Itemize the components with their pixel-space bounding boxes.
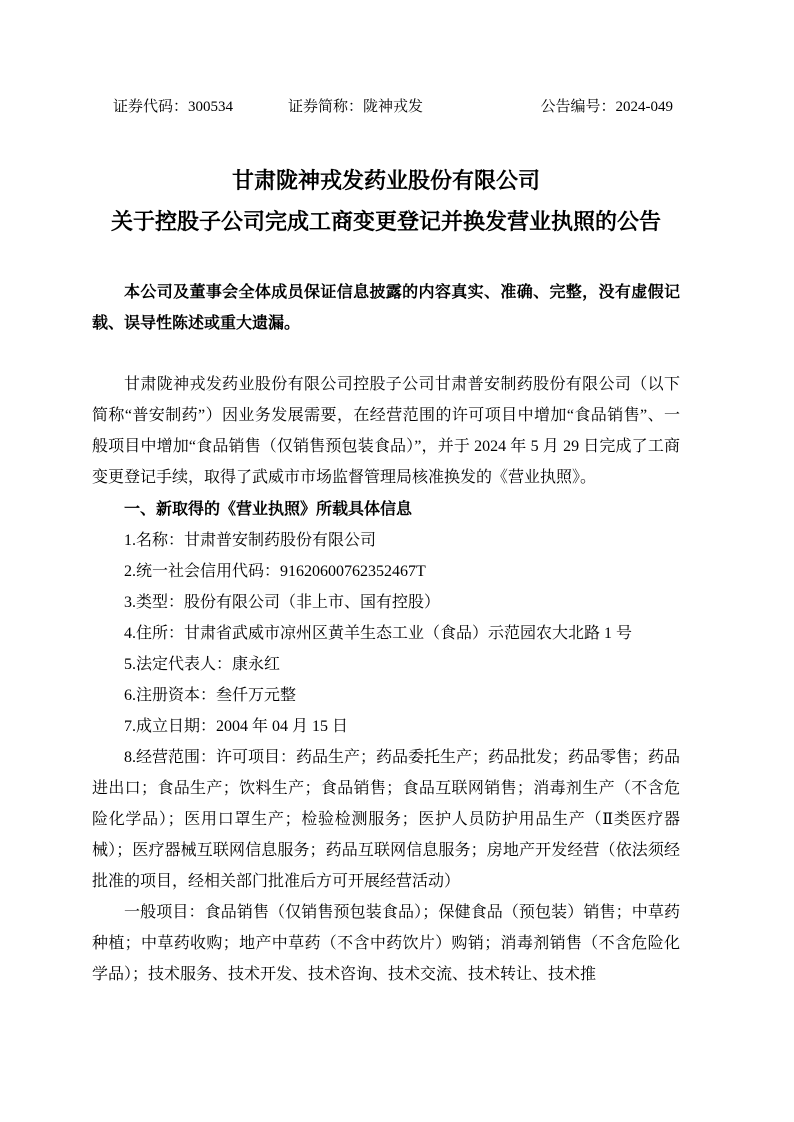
intro-paragraph: 甘肃陇神戎发药业股份有限公司控股子公司甘肃普安制药股份有限公司（以下简称“普安制药”）因业务发展需要，在经营范围的许可项目中增加“食品销售”、一般项目中增加“食品销售（仅销售预包装食品）”，并于 2024 年 5 月 29 日完成了工商变更登记手续，取得了武威市市场监督管理局核准换发的《营业执照》。 (92, 376, 680, 486)
item-company-name: 1.名称：甘肃普安制药股份有限公司 (124, 532, 377, 549)
item-legal-representative: 5.法定代表人：康永红 (124, 656, 281, 673)
item-company-type: 3.类型：股份有限公司（非上市、国有控股） (124, 594, 441, 611)
stock-short-name: 证券简称：陇神戎发 (288, 99, 424, 115)
item-business-scope-licensed: 8.经营范围：许可项目：药品生产；药品委托生产；药品批发；药品零售；药品进出口；食品生产；饮料生产；食品销售；食品互联网销售；消毒剂生产（不含危险化学品）；医用口罩生产；检验检测服务；医护人员防护用品生产（Ⅱ类医疗器械）；医疗器械互联网信息服务；药品互联网信息服务；房地产开发经营（依法须经批准的项目，经相关部门批准后方可开展经营活动） (92, 749, 681, 890)
section-heading-license-info: 一、新取得的《营业执照》所载具体信息 (124, 501, 413, 518)
item-establishment-date: 7.成立日期：2004 年 04 月 15 日 (124, 718, 349, 735)
page-title-subject: 关于控股子公司完成工商变更登记并换发营业执照的公告 (110, 209, 661, 234)
disclosure-statement: 本公司及董事会全体成员保证信息披露的内容真实、准确、完整，没有虚假记载、误导性陈述或重大遗漏。 (92, 284, 680, 332)
item-address: 4.住所：甘肃省武威市凉州区黄羊生态工业（食品）示范园农大北路 1 号 (124, 625, 633, 642)
item-credit-code: 2.统一社会信用代码：91620600762352467T (124, 563, 426, 580)
item-registered-capital: 6.注册资本：叁仟万元整 (124, 687, 297, 704)
document-meta-row (92, 97, 680, 117)
item-business-scope-general: 一般项目：食品销售（仅销售预包装食品）；保健食品（预包装）销售；中草药种植；中草药收购；地产中草药（不含中药饮片）购销；消毒剂销售（不含危险化学品）；技术服务、技术开发、技术咨询、技术交流、技术转让、技术推 (92, 904, 680, 983)
stock-code: 证券代码：300534 (113, 99, 234, 115)
page-title-company: 甘肃陇神戎发药业股份有限公司 (231, 168, 540, 193)
document-title (92, 160, 680, 242)
announcement-number: 公告编号：2024-049 (540, 99, 673, 115)
